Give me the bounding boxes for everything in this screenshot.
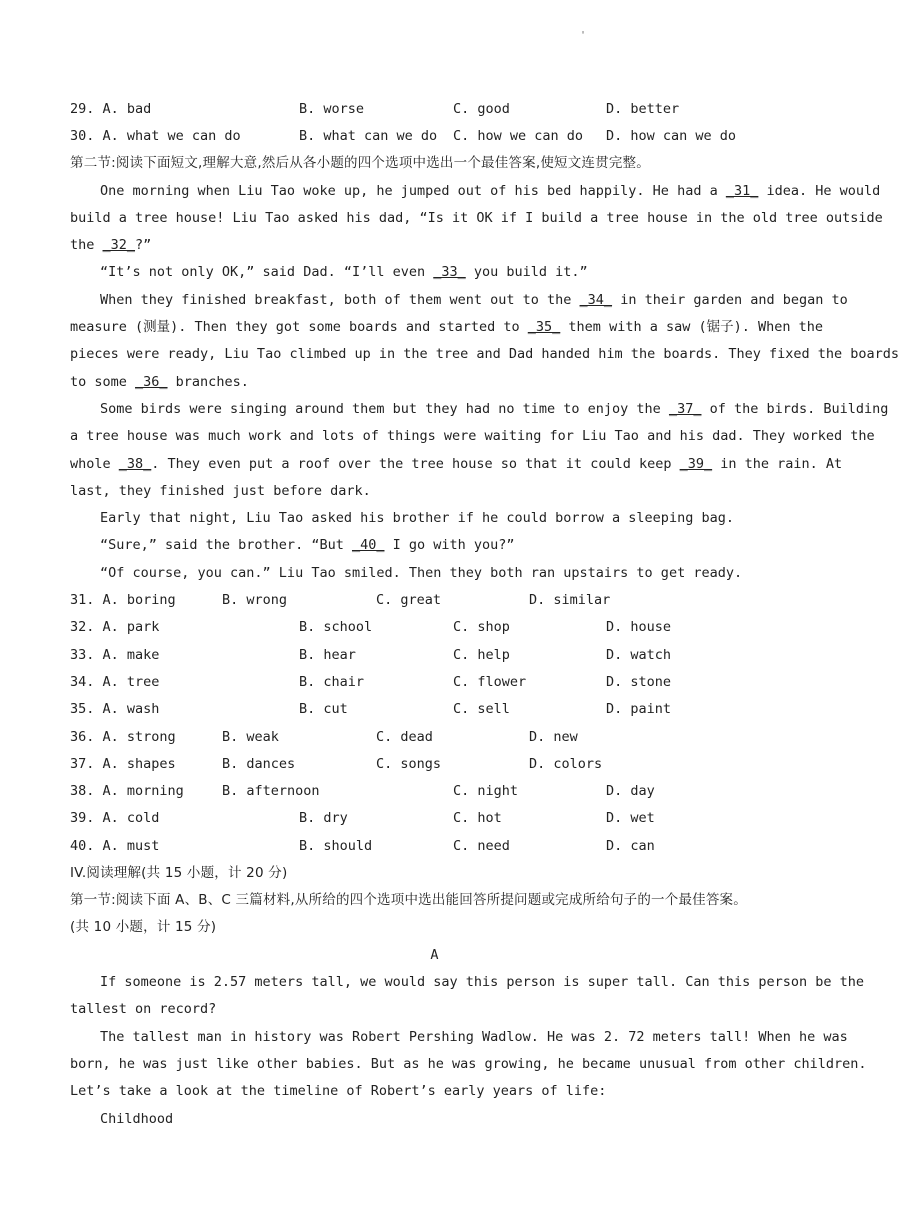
part4-sub-line2: (共 10 小题，计 15 分) (70, 919, 217, 935)
option-37-a: 37. A. shapes (70, 755, 176, 772)
part4-header: IV.阅读理解(共 15 小题，计 20 分) (70, 865, 288, 881)
option-33-c: C. help (453, 646, 510, 663)
option-38-b: B. afternoon (222, 783, 320, 800)
option-33-d: D. watch (606, 646, 672, 663)
option-37-b: B. dances (222, 755, 296, 772)
option-36-c: C. dead (376, 728, 433, 745)
option-30-d: D. how can we do (606, 128, 737, 144)
option-32-c: C. shop (453, 619, 510, 636)
option-32-b: B. school (299, 619, 373, 636)
passage-p3-line4: to some _36_ branches. (70, 374, 249, 390)
option-39-b: B. dry (299, 810, 348, 827)
option-37-c: C. songs (376, 755, 442, 772)
option-33-b: B. hear (299, 646, 356, 663)
option-37-d: D. colors (529, 755, 603, 772)
passage-p6: “Sure,” said the brother. “But _40_ I go with you?” (100, 537, 515, 553)
reading-a-line3: The tallest man in history was Robert Pershing Wadlow. He was 2. 72 meters tall! When he was (100, 1029, 848, 1045)
passage-p4-line1: Some birds were singing around them but they had no time to enjoy the _37_ of the birds. Building (100, 401, 889, 417)
option-31-d: D. similar (529, 592, 611, 608)
option-36-b: B. weak (222, 728, 279, 745)
option-29-b: B. worse (299, 101, 365, 117)
passage-p3-line3: pieces were ready, Liu Tao climbed up in the tree and Dad handed him the boards. They fixed the boards (70, 346, 899, 362)
option-29-d: D. better (606, 101, 680, 117)
option-35-d: D. paint (606, 701, 672, 718)
option-39-d: D. wet (606, 810, 655, 827)
option-31-b: B. wrong (222, 592, 288, 608)
option-34-a: 34. A. tree (70, 673, 160, 690)
option-38-c: C. night (453, 783, 519, 800)
reading-a-line6: Childhood (100, 1111, 174, 1127)
passage-p4-line4: last, they finished just before dark. (70, 483, 371, 499)
reading-a-line4: born, he was just like other babies. But as he was growing, he became unusual from other children. (70, 1056, 867, 1072)
option-33-a: 33. A. make (70, 646, 160, 663)
option-31-c: C. great (376, 592, 442, 608)
passage-p5: Early that night, Liu Tao asked his brother if he could borrow a sleeping bag. (100, 510, 734, 526)
option-30-c: C. how we can do (453, 128, 584, 144)
passage-p3-line2: measure (测量). Then they got some boards and started to _35_ them with a saw (锯子). When the (70, 319, 823, 335)
option-30-a: 30. A. what we can do (70, 128, 241, 144)
page-mark: ' (580, 30, 587, 41)
option-31-a: 31. A. boring (70, 592, 176, 608)
option-36-d: D. new (529, 728, 578, 745)
option-29-a: 29. A. bad (70, 101, 152, 117)
passage-p7: “Of course, you can.” Liu Tao smiled. Then they both ran upstairs to get ready. (100, 565, 743, 581)
option-32-d: D. house (606, 619, 672, 636)
option-40-c: C. need (453, 837, 510, 854)
option-39-c: C. hot (453, 810, 502, 827)
section-a-title: A (430, 947, 439, 963)
option-30-b: B. what can we do (299, 128, 438, 144)
option-36-a: 36. A. strong (70, 728, 176, 745)
passage-p2: “It’s not only OK,” said Dad. “I’ll even _33_ you build it.” (100, 264, 588, 280)
option-35-b: B. cut (299, 701, 348, 718)
option-34-b: B. chair (299, 673, 365, 690)
section2-header: 第二节:阅读下面短文,理解大意,然后从各小题的四个选项中选出一个最佳答案,使短文连贯完整。 (70, 155, 650, 171)
passage-p1-line2: build a tree house! Liu Tao asked his dad, “Is it OK if I build a tree house in the old tree outside (70, 210, 883, 226)
passage-p3-line1: When they finished breakfast, both of them went out to the _34_ in their garden and began to (100, 292, 848, 308)
option-29-c: C. good (453, 101, 510, 117)
passage-p1-line3: the _32_?” (70, 237, 152, 253)
option-38-d: D. day (606, 783, 655, 800)
option-34-c: C. flower (453, 673, 527, 690)
option-38-a: 38. A. morning (70, 783, 184, 800)
passage-p1-line1: One morning when Liu Tao woke up, he jumped out of his bed happily. He had a _31_ idea. He would (100, 183, 881, 199)
option-35-c: C. sell (453, 701, 510, 718)
option-39-a: 39. A. cold (70, 810, 160, 827)
passage-p4-line3: whole _38_. They even put a roof over the tree house so that it could keep _39_ in the rain. At (70, 456, 843, 472)
option-40-d: D. can (606, 837, 655, 854)
part4-sub-line1: 第一节:阅读下面 A、B、C 三篇材料,从所给的四个选项中选出能回答所提问题或完成所给句子的一个最佳答案。 (70, 892, 747, 908)
reading-a-line5: Let’s take a look at the timeline of Robert’s early years of life: (70, 1083, 607, 1099)
option-32-a: 32. A. park (70, 619, 160, 636)
option-35-a: 35. A. wash (70, 701, 160, 718)
reading-a-line1: If someone is 2.57 meters tall, we would say this person is super tall. Can this person be the (100, 974, 865, 990)
reading-a-line2: tallest on record? (70, 1001, 217, 1017)
option-34-d: D. stone (606, 673, 672, 690)
option-40-a: 40. A. must (70, 837, 160, 854)
passage-p4-line2: a tree house was much work and lots of things were waiting for Liu Tao and his dad. They worked the (70, 428, 875, 444)
option-40-b: B. should (299, 837, 373, 854)
